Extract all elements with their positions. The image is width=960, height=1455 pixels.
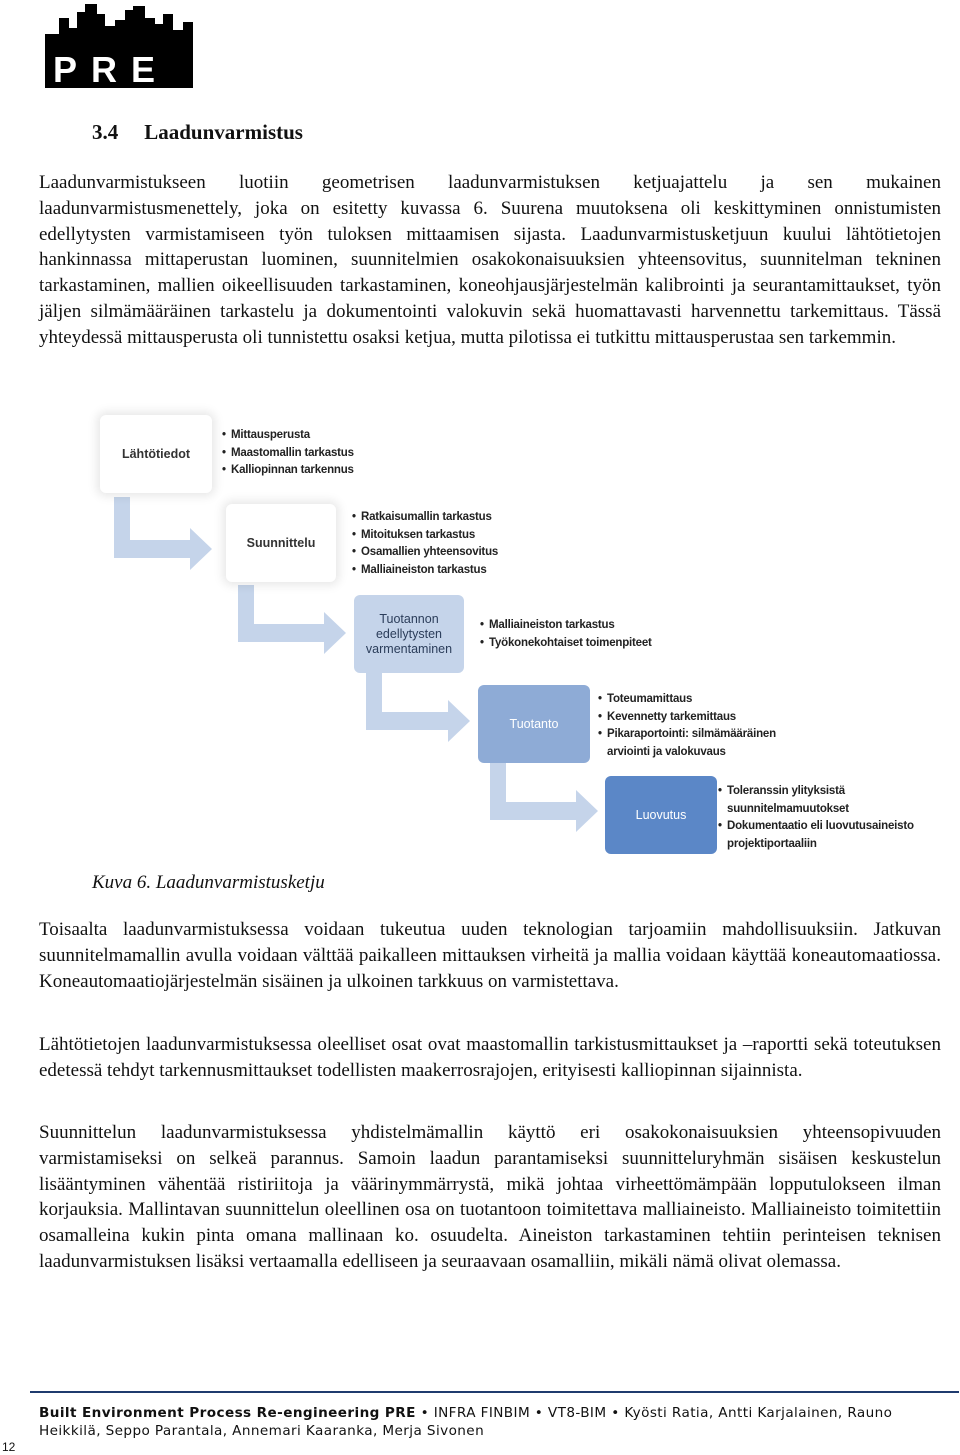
list-item: • Dokumentaatio eli luovutusaineisto (718, 820, 914, 832)
step-tuotanto-list (598, 691, 776, 761)
step-suunnittelu-list (352, 509, 498, 579)
arrow-3-icon (366, 672, 470, 742)
page-number: 12 (2, 1440, 16, 1454)
list-item: • Pikaraportointi: silmämääräinen (598, 728, 776, 740)
list-item: • Mittausperusta (222, 429, 310, 441)
paragraph-3: Lähtötietojen laadunvarmistuksessa oleelliset osat ovat maastomallin tarkistusmittaukset ja –raportti sekä toteutuksen edetessä tehdyt tarkennusmittaukset todellisten maakerrosrajojen, erityisesti kalliopinnan sijainnista. (39, 1034, 941, 1081)
list-item: • Malliaineiston tarkastus (352, 563, 487, 576)
list-item: • Kevennetty tarkemittaus (598, 710, 736, 723)
list-item: • Ratkaisumallin tarkastus (352, 511, 492, 523)
paragraph-2: Toisaalta laadunvarmistuksessa voidaan tukeutua uuden teknologian tarjoamiin mahdollisuuksiin. Jatkuvan suunnitelmamallin avulla voidaan välttää paikalleen mittauksen virheitä ja mallia voidaan käyttää koneautomaatiossa. Koneautomaatiojärjestelmän sisäinen ja ulkoinen tarkkuus on varmistettava. (39, 919, 941, 992)
step-suunnittelu-box (226, 504, 336, 582)
step-luovutus-box (605, 776, 717, 854)
section-heading (92, 120, 303, 145)
pre-logo (45, 4, 193, 88)
step-label: Tuotanto (509, 717, 559, 731)
section-number: 3.4 (92, 120, 119, 144)
list-item: • Toteumamittaus (598, 693, 693, 705)
list-item: suunnitelmamuutokset (727, 802, 849, 815)
qa-chain-diagram (90, 412, 950, 862)
paragraph-1: Laadunvarmistukseen luotiin geometrisen laadunvarmistuksen ketjuajattelu ja sen mukainen laadunvarmistusmenettely, joka on esitetty kuvassa 6. Suurena muutoksena oli keskittyminen onnistumisten edellytysten varmistamiseen työn tuloksen mittaamisen sijasta. Laadunvarmistusketjuun kuului lähtötietojen hankinnassa mittaperustan luominen, suunnitelmien osakokonaisuuksien yhteensovitus, suunnitelman tekninen tarkastaminen, mallien oikeellisuuden tarkastaminen, koneohjausjärjestelmän kalibrointi ja seurantamittaukset, työn jäljen silmämääräinen tarkastelu ja dokumentointi valokuvin sekä huomattavasti harvennettu tarkemittaus. Tässä yhteydessä mittausperusta oli tunnistettu osaksi ketjua, mutta pilotissa ei tutkittu mittausperustaa sen tarkemmin. (39, 172, 941, 348)
list-item: • Mitoituksen tarkastus (352, 528, 476, 541)
list-item: • Kalliopinnan tarkennus (222, 464, 354, 476)
arrow-2-icon (238, 585, 346, 654)
step-label: Lähtötiedot (121, 447, 191, 461)
figure-caption: Kuva 6. Laadunvarmistusketju (92, 872, 325, 893)
section-title: Laadunvarmistus (144, 120, 303, 144)
arrow-1-icon (114, 497, 212, 570)
list-item: • Toleranssin ylityksistä (718, 785, 845, 797)
step-label: Tuotannon edellytysten varmentaminen (365, 611, 453, 656)
arrow-4-icon (490, 762, 598, 832)
footer-divider (30, 1391, 959, 1393)
step-label: Suunnittelu (246, 536, 316, 550)
step-lahtotiedot-box (100, 415, 212, 493)
step-luovutus-list (718, 783, 914, 853)
list-item: • Malliaineiston tarkastus (480, 619, 615, 631)
page-footer (39, 1404, 949, 1440)
list-item: projektiportaaliin (727, 837, 817, 850)
list-item: arviointi ja valokuvaus (607, 745, 726, 758)
step-tuotanto-box (478, 685, 590, 763)
footer-details: • INFRA FINBIM • VT8-BIM • Kyösti Ratia, Antti Karjalainen, Rauno Heikkilä, Seppo Parantala, Annemari Kaaranka, Merja Sivonen (39, 1405, 893, 1439)
step-lahtotiedot-list (222, 427, 354, 480)
step-tuotannon-edellytykset-list (480, 617, 652, 652)
list-item: • Työkonekohtaiset toimenpiteet (480, 636, 652, 649)
list-item: • Maastomallin tarkastus (222, 446, 354, 459)
list-item: • Osamallien yhteensovitus (352, 546, 499, 558)
svg-text:PRE: PRE (53, 49, 170, 88)
paragraph-4: Suunnittelun laadunvarmistuksessa yhdistelmämallin käyttö eri osakokonaisuuksien yhteensopivuuden varmistamiseksi on selkeä parannus. Samoin laadun parantamiseksi suunnitteluryhmän sisäisen keskustelun lisääntyminen vähentää ristiriitoja ja väärinymmärrystä, mikä johtaa virheettömämpään lopputulokseen ilman korjauksia. Mallintavan suunnittelun oleellinen osa on tuotantoon toimitettava malliaineisto. Malliaineisto toimitettiin osamalleina kukin pinta omana mallinaan ko. osuudelta. Aineiston tarkastaminen tehtiin perinteisen teknisen laadunvarmistuksen lisäksi vertaamalla edelliseen ja seuraavaan osamalliin, mikäli nämä olivat olemassa. (39, 1122, 941, 1272)
step-tuotannon-edellytykset-box (354, 595, 464, 673)
footer-project-name: Built Environment Process Re-engineering PRE (39, 1405, 416, 1421)
step-label: Luovutus (635, 808, 687, 822)
